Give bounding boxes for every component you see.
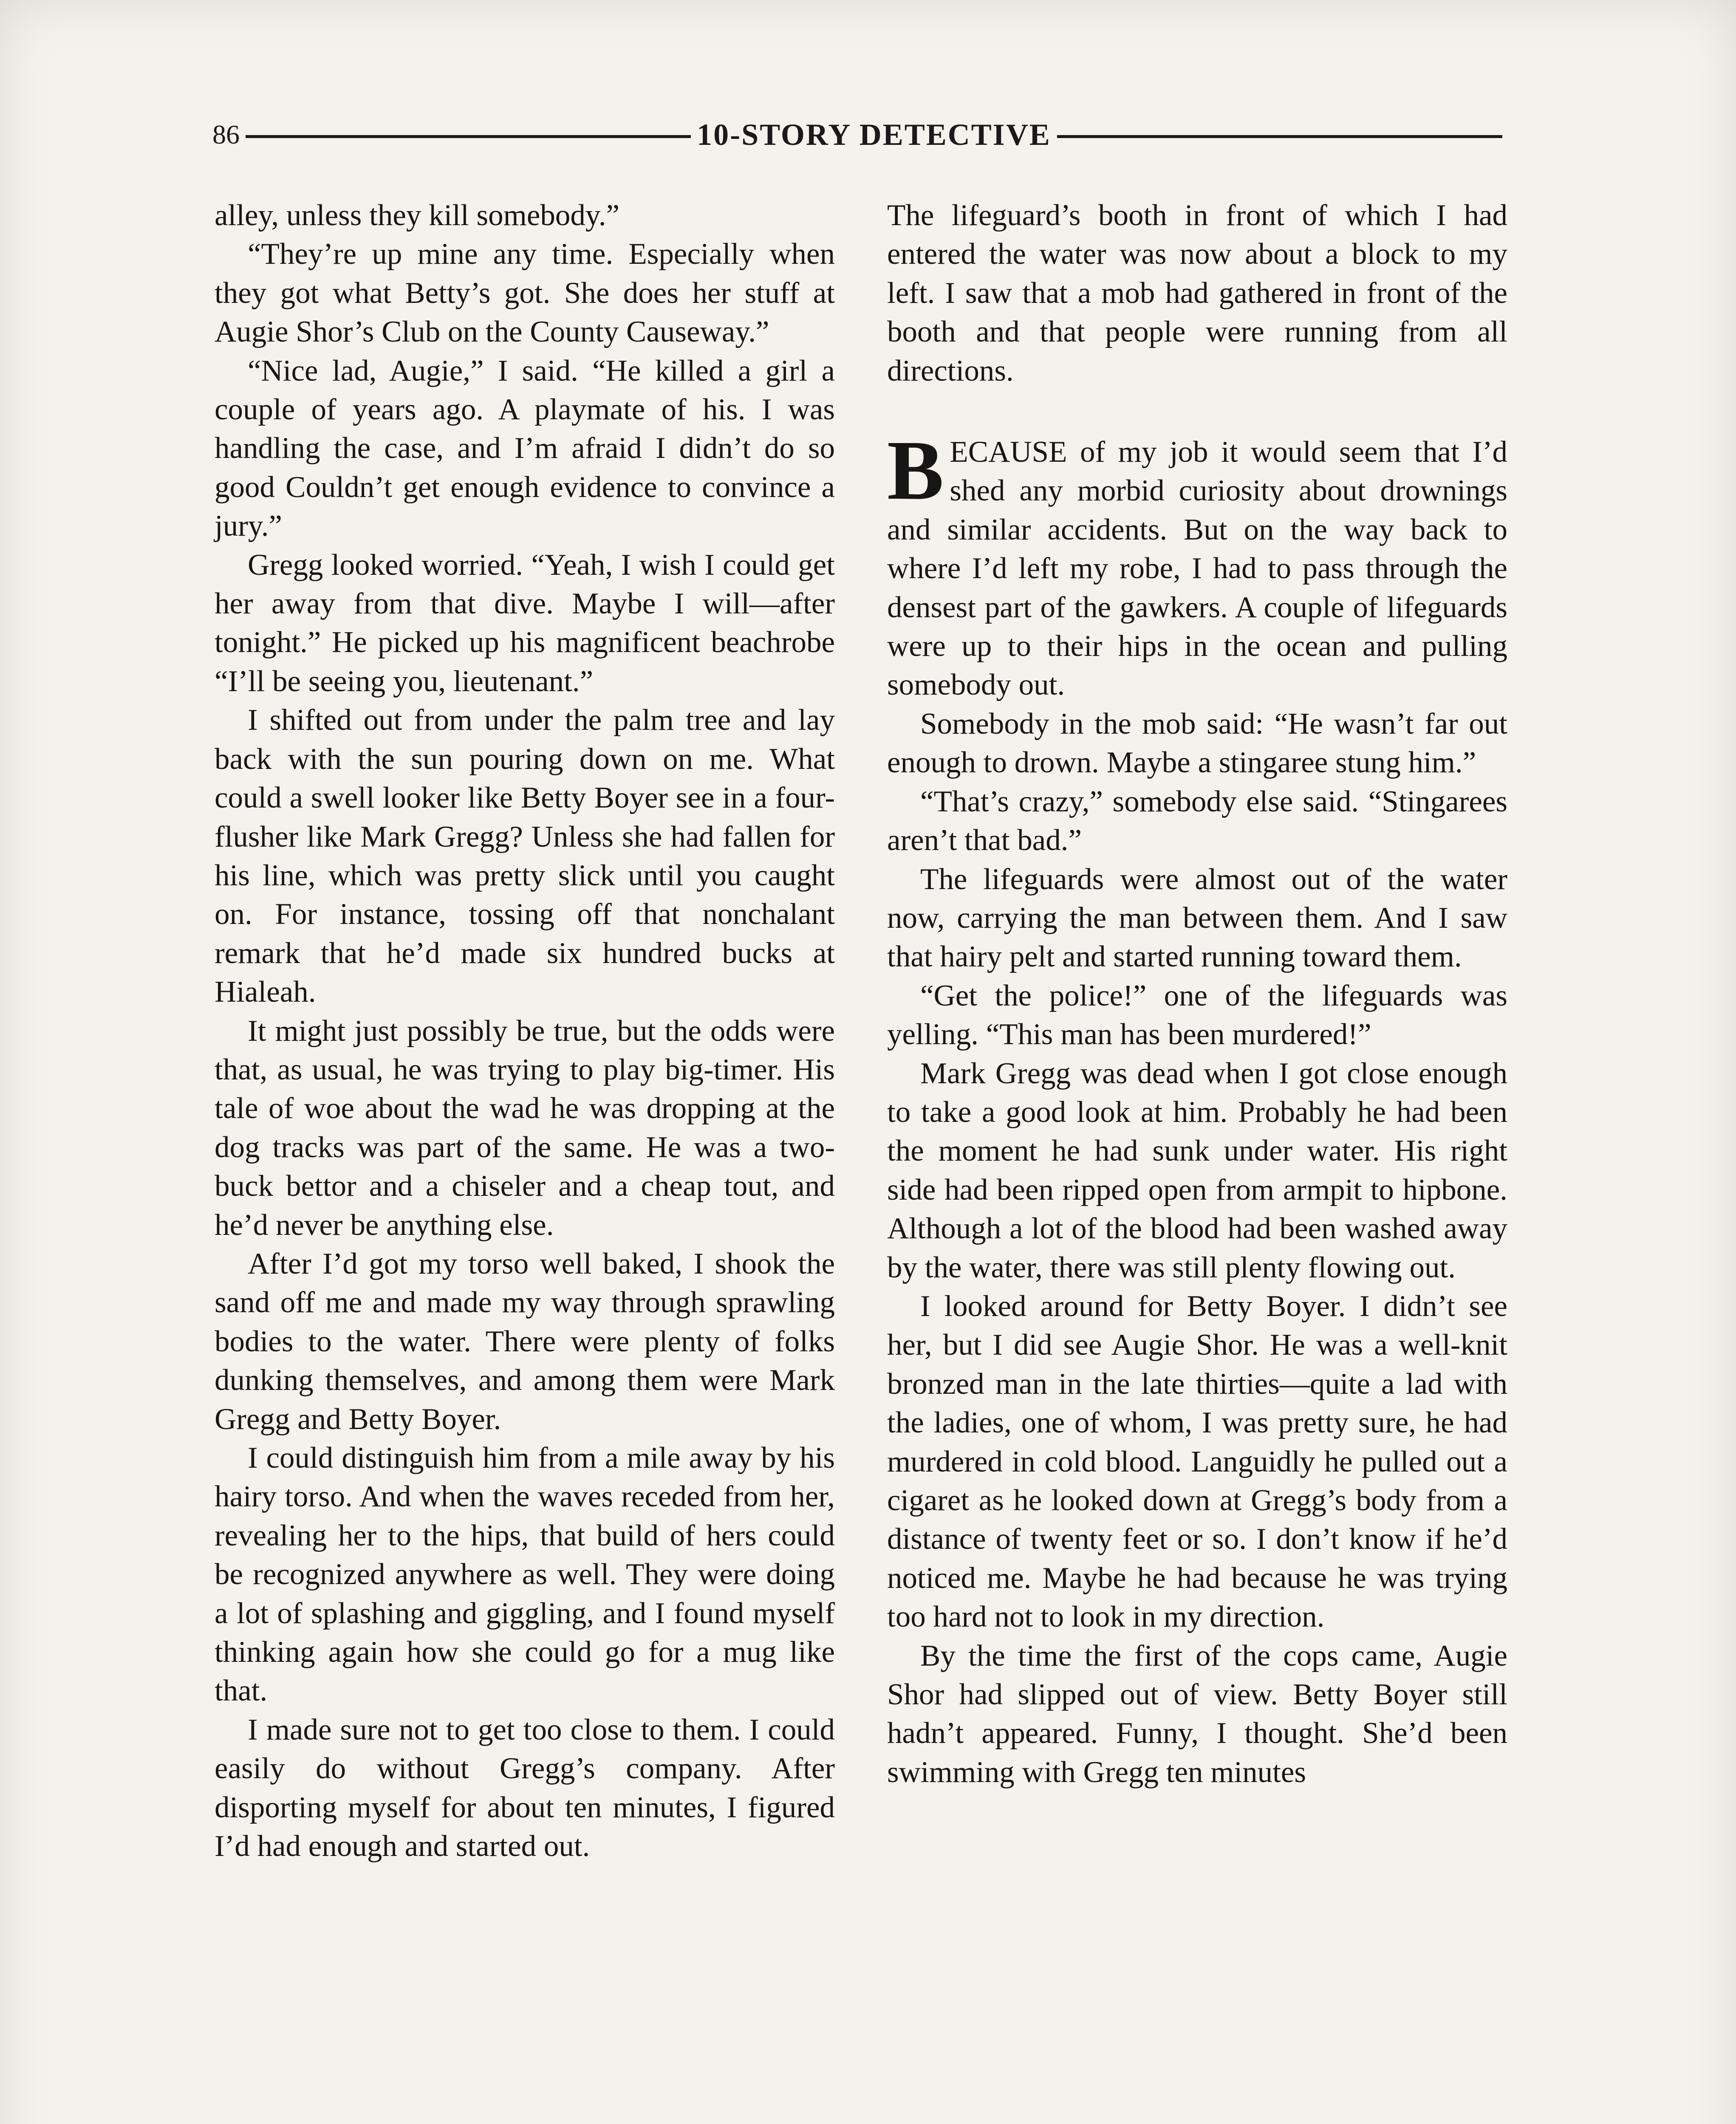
paragraph: It might just possibly be true, but the odds were that, as usual, he was trying to play big-timer. His tale of woe about the wad he was dropping at the dog tracks was part of the same. He was a two-buck bettor and a chiseler and a cheap tout, and he’d never be anything else. xyxy=(215,1014,835,1242)
paragraph: I shifted out from under the palm tree and lay back with the sun pouring down on me. What could a swell looker like Betty Boyer see in a four-flusher like Mark Gregg? Unless she had fallen for his line, which was pretty slick until you caught on. For instance, tossing off that nonchalant remark that he’d made six hundred bucks at Hialeah. xyxy=(215,703,835,1009)
drop-cap: B xyxy=(887,424,944,518)
paragraph: I looked around for Betty Boyer. I didn’t see her, but I did see Augie Shor. He was a well-knit bronzed man in the late thirties—quite a lad with the ladies, one of whom, I was pretty sure, he had murdered in cold blood. Languidly he pulled out a cigaret as he looked down at Gregg’s body from a distance of twenty feet or so. I don’t know if he’d noticed me. Maybe he had because he was trying too hard not to look in my direction. xyxy=(887,1289,1507,1634)
running-header xyxy=(212,111,1508,158)
paragraph: The lifeguard’s booth in front of which I had entered the water was now about a block to my left. I saw that a mob had gathered in front of the booth and that people were running from all directions. xyxy=(887,199,1507,387)
paragraph: By the time the first of the cops came, Augie Shor had slipped out of view. Betty Boyer still hadn’t appeared. Funny, I thought. She’d been swimming with Gregg ten minutes xyxy=(887,1639,1507,1789)
page-number: 86 xyxy=(212,119,240,150)
paragraph: The lifeguards were almost out of the water now, carrying the man between them. And I saw that hairy pelt and started running toward them. xyxy=(887,862,1507,974)
paragraph: I could distinguish him from a mile away by his hairy torso. And when the waves receded from her, revealing her to the hips, that build of hers could be recognized anywhere as well. They were doing a lot of splashing and giggling, and I found myself thinking again how she could go for a mug like that. xyxy=(215,1441,835,1708)
paragraph: Mark Gregg was dead when I got close enough to take a good look at him. Probably he had been the moment he had sunk under water. His right side had been ripped open from armpit to hipbone. Although a lot of the blood had been washed away by the water, there was still plenty flowing out. xyxy=(887,1056,1507,1284)
paragraph: After I’d got my torso well baked, I shook the sand off me and made my way through sprawling bodies to the water. There were plenty of folks dunking themselves, and among them were Mark Gregg and Betty Boyer. xyxy=(215,1247,835,1436)
paragraph: “Get the police!” one of the lifeguards was yelling. “This man has been murdered!” xyxy=(887,979,1507,1051)
header-rule-right xyxy=(1057,135,1502,138)
header-rule-left xyxy=(246,135,691,138)
paragraph: alley, unless they kill somebody.” xyxy=(215,199,620,232)
right-column xyxy=(887,196,1507,1792)
paragraph: “They’re up mine any time. Especially when they got what Betty’s got. She does her stuff at Augie Shor’s Club on the County Causeway.” xyxy=(215,237,835,349)
paragraph: “That’s crazy,” somebody else said. “Stingarees aren’t that bad.” xyxy=(887,785,1507,857)
paragraph: Gregg looked worried. “Yeah, I wish I could get her away from that dive. Maybe I will—after tonight.” He picked up his magnificent beachrobe “I’ll be seeing you, lieutenant.” xyxy=(215,548,835,698)
paragraph: “Nice lad, Augie,” I said. “He killed a girl a couple of years ago. A playmate of his. I was handling the case, and I’m afraid I didn’t do so good Couldn’t get enough evidence to convince a jury.” xyxy=(215,354,835,543)
left-column xyxy=(215,196,835,1866)
paragraph: Somebody in the mob said: “He wasn’t far out enough to drown. Maybe a stingaree stung him.” xyxy=(887,707,1507,780)
paragraph: I made sure not to get too close to them. I could easily do without Gregg’s company. After disporting myself for about ten minutes, I figured I’d had enough and started out. xyxy=(215,1713,835,1863)
section-opening-paragraph xyxy=(887,424,1507,705)
magazine-title: 10-STORY DETECTIVE xyxy=(697,117,1051,152)
dropcap-paragraph-text: ECAUSE of my job it would seem that I’d shed any morbid curiosity about drownings and similar accidents. But on the way back to where I’d left my robe, I had to pass through the densest part of the gawkers. A couple of lifeguards were up to their hips in the ocean and pulling somebody out. xyxy=(887,435,1507,702)
